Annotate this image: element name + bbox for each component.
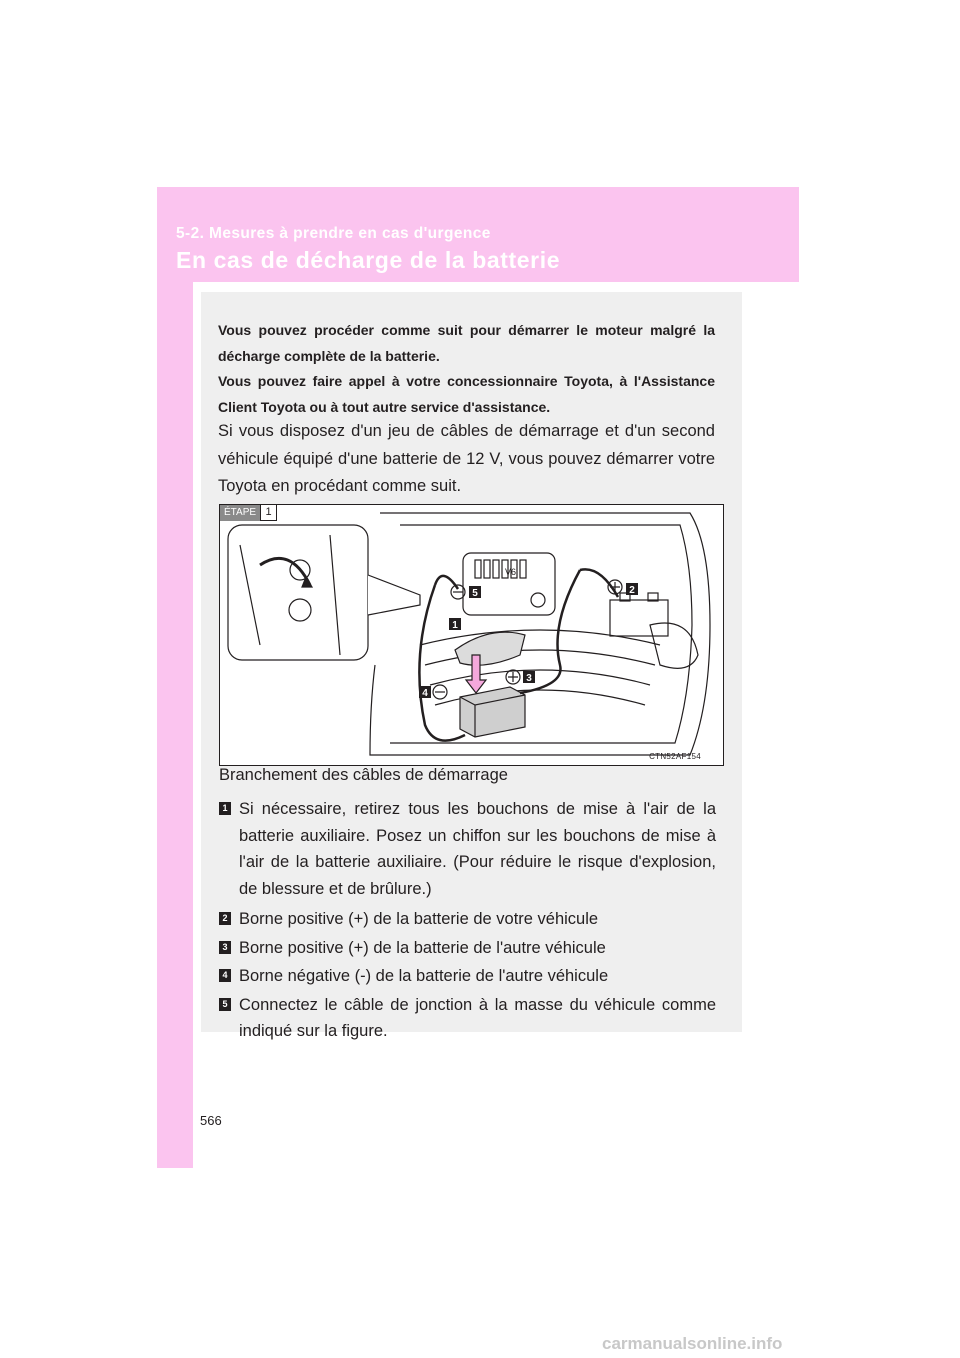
page-number: 566	[200, 1113, 222, 1128]
intro-block	[218, 318, 715, 420]
callout-3: 3	[526, 673, 532, 684]
list-item	[219, 963, 716, 990]
item-number-badge: 3	[219, 941, 231, 954]
callout-4: 4	[422, 688, 428, 699]
engine-badge: V6	[505, 567, 517, 577]
list-item	[219, 935, 716, 962]
item-number-badge: 2	[219, 912, 231, 925]
list-item-text: Borne positive (+) de la batterie de votre véhicule	[239, 910, 599, 928]
callout-2: 2	[629, 585, 635, 596]
step-label: ÉTAPE	[220, 505, 260, 521]
engine-bay-drawing	[220, 505, 723, 765]
list-item	[219, 992, 716, 1045]
item-number-badge: 1	[219, 802, 231, 815]
body-paragraph: Si vous disposez d'un jeu de câbles de démarrage et d'un second véhicule équipé d'une batterie de 12 V, vous pouvez démarrer votre Toyota en procédant comme suit.	[218, 422, 715, 495]
item-number-badge: 4	[219, 969, 231, 982]
section-heading: 5-2. Mesures à prendre en cas d'urgence	[176, 225, 491, 242]
list-item-text: Borne négative (-) de la batterie de l'autre véhicule	[239, 967, 609, 985]
intro-sentence: Vous pouvez faire appel à votre concessionnaire Toyota, à l'Assistance Client Toyota ou à tout autre service d'assistance.	[218, 373, 715, 415]
figure-caption: Branchement des câbles de démarrage	[219, 766, 508, 784]
numbered-list	[219, 796, 716, 1045]
engine-illustration	[219, 504, 724, 766]
figure-code: CTN52AF154	[649, 752, 701, 761]
intro-sentence: Vous pouvez procéder comme suit pour démarrer le moteur malgré la décharge complète de la batterie.	[218, 322, 715, 364]
callout-1: 1	[452, 620, 458, 631]
callout-5: 5	[472, 588, 478, 599]
list-item	[219, 796, 716, 902]
content-panel	[201, 292, 742, 1040]
step-badge	[220, 505, 277, 521]
list-item-text: Connectez le câble de jonction à la masse du véhicule comme indiqué sur la figure.	[239, 995, 716, 1040]
step-number: 1	[260, 505, 277, 521]
list-item-text: Si nécessaire, retirez tous les bouchons de mise à l'air de la batterie auxiliaire. Posez un chiffon sur les bouchons de mise à l'air de la batterie auxiliaire. (Pour réduire le risque d'explosion, de blessure et de brûlure.)	[239, 800, 716, 898]
watermark: carmanualsonline.info	[602, 1334, 783, 1353]
list-item	[219, 906, 716, 933]
item-number-badge: 5	[219, 998, 231, 1011]
list-item-text: Borne positive (+) de la batterie de l'autre véhicule	[239, 938, 606, 957]
section-tab-strip	[157, 187, 193, 1168]
page-header	[157, 187, 799, 282]
page-title: En cas de décharge de la batterie	[176, 247, 561, 273]
